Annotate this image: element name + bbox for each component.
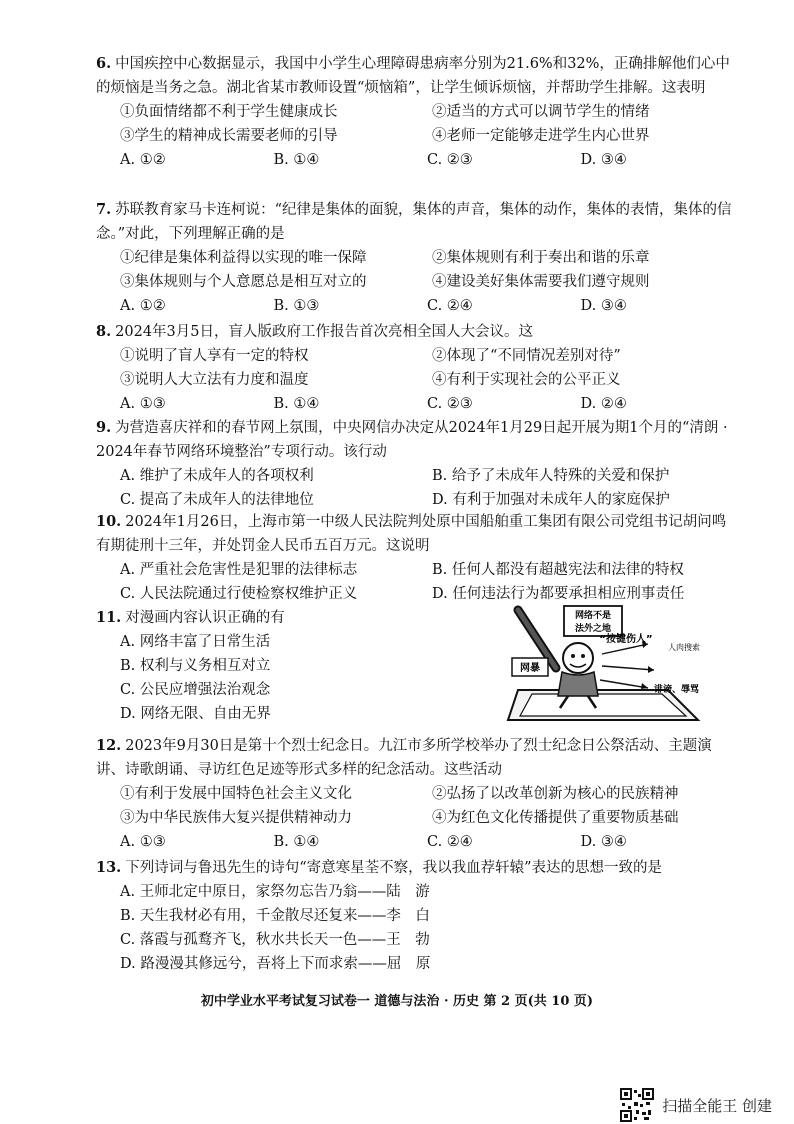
question-stem: 为营造喜庆祥和的春节网上氛围，中央网信办决定从2024年1月29日起开展为期1个月的“清朗 · 2024年春节网络环境整治”专项行动。该行动 <box>96 420 728 460</box>
statement-1: ①说明了盲人享有一定的特权 <box>120 348 309 364</box>
question-number: 11. <box>96 609 122 626</box>
choice-d: D. 路漫漫其修远兮，吾将上下而求索——屈 原 <box>120 956 431 972</box>
sign-text-1: 网络不是 <box>574 611 612 621</box>
question-stem: 中国疾控中心数据显示，我国中小学生心理障碍患病率分别为21.6%和32%，正确排解他们心中的烦恼是当务之急。湖北省某市教师设置“烦恼箱”，让学生倾诉烦恼，并帮助学生排解。这表明 <box>96 56 730 96</box>
choice-b: B. ①④ <box>273 152 320 168</box>
choice-b: B. 天生我材必有用，千金散尽还复来——李 白 <box>120 908 430 924</box>
question-10 <box>96 510 734 606</box>
statement-1: ①负面情绪都不利于学生健康成长 <box>120 104 338 120</box>
choice-b: B. ①③ <box>273 298 320 314</box>
choice-c: C. 公民应增强法治观念 <box>120 682 271 698</box>
statement-1: ①有利于发展中国特色社会主义文化 <box>120 786 352 802</box>
choice-d: D. ③④ <box>580 298 627 314</box>
choice-d: D. ③④ <box>580 834 627 850</box>
statement-3: ③集体规则与个人意愿总是相互对立的 <box>120 274 367 290</box>
statement-2: ②弘扬了以改革创新为核心的民族精神 <box>432 786 679 802</box>
question-6 <box>96 52 734 172</box>
statement-3: ③为中华民族伟大复兴提供精神动力 <box>120 810 352 826</box>
choice-c: C. ②③ <box>427 396 473 412</box>
question-13 <box>96 856 734 976</box>
question-number: 9. <box>96 419 112 436</box>
statement-2: ②适当的方式可以调节学生的情绪 <box>432 104 650 120</box>
choice-a: A. ①③ <box>120 396 166 412</box>
question-7 <box>96 198 734 318</box>
choice-a: A. 维护了未成年人的各项权利 <box>120 468 314 484</box>
question-8 <box>96 320 734 416</box>
question-stem: 对漫画内容认识正确的有 <box>125 610 285 626</box>
question-number: 10. <box>96 513 122 530</box>
choice-a: A. ①② <box>120 298 166 314</box>
choice-c: C. ②③ <box>427 152 473 168</box>
statement-4: ④建设美好集体需要我们遵守规则 <box>432 274 650 290</box>
choice-d: D. ②④ <box>580 396 627 412</box>
choice-c: C. ②④ <box>427 298 473 314</box>
question-stem: 2024年3月5日，盲人版政府工作报告首次亮相全国人大会议。这 <box>115 324 533 340</box>
choice-a: A. 严重社会危害性是犯罪的法律标志 <box>120 562 358 578</box>
statement-4: ④有利于实现社会的公平正义 <box>432 372 621 388</box>
label-cyberbully: 网暴 <box>520 663 540 674</box>
question-number: 6. <box>96 55 112 72</box>
question-11 <box>96 606 494 726</box>
statement-3: ③学生的精神成长需要老师的引导 <box>120 128 338 144</box>
scanner-watermark <box>620 1088 772 1122</box>
question-number: 8. <box>96 323 112 340</box>
statement-4: ④老师一定能够走进学生内心世界 <box>432 128 650 144</box>
choice-d: D. 网络无限、自由无界 <box>120 706 271 722</box>
choice-b: B. 任何人都没有超越宪法和法律的特权 <box>432 562 684 578</box>
choice-d: D. ③④ <box>580 152 627 168</box>
question-stem: 下列诗词与鲁迅先生的诗句“寄意寒星荃不察，我以我血荐轩辕”表达的思想一致的是 <box>125 860 663 876</box>
statement-2: ②集体规则有利于奏出和谐的乐章 <box>432 250 650 266</box>
cartoon-illustration <box>498 604 718 726</box>
choice-b: B. 给予了未成年人特殊的关爱和保护 <box>432 468 670 484</box>
choice-c: C. 落霞与孤鹜齐飞，秋水共长天一色——王 勃 <box>120 932 430 948</box>
label-key-hurt: “按键伤人” <box>599 634 653 645</box>
qr-code-icon <box>620 1088 654 1122</box>
question-stem: 2024年1月26日，上海市第一中级人民法院判处原中国船舶重工集团有限公司党组书记胡问鸣有期徒刑十三年，并处罚金人民币五百万元。这说明 <box>96 514 727 554</box>
choice-c: C. ②④ <box>427 834 473 850</box>
watermark-text: 扫描全能王 创建 <box>662 1096 772 1115</box>
question-9 <box>96 416 734 512</box>
choice-b: B. 权利与义务相互对立 <box>120 658 271 674</box>
sign-text-2: 法外之地 <box>574 624 612 634</box>
page-footer: 初中学业水平考试复习试卷一 道德与法治 · 历史 第 2 页(共 10 页) <box>200 994 594 1009</box>
choice-c: C. 提高了未成年人的法律地位 <box>120 492 314 508</box>
question-stem: 苏联教育家马卡连柯说：“纪律是集体的面貌，集体的声音，集体的动作，集体的表情，集体的信念。”对此，下列理解正确的是 <box>96 202 732 242</box>
question-number: 7. <box>96 201 112 218</box>
statement-3: ③说明人大立法有力度和温度 <box>120 372 309 388</box>
choice-a: A. 王师北定中原日，家祭勿忘告乃翁——陆 游 <box>120 884 430 900</box>
question-stem: 2023年9月30日是第十个烈士纪念日。九江市多所学校举办了烈士纪念日公祭活动、主题演讲、诗歌朗诵、寻访红色足迹等形式多样的纪念活动。这些活动 <box>96 738 712 778</box>
question-12 <box>96 734 734 854</box>
choice-b: B. ①④ <box>273 396 320 412</box>
figure-head <box>563 643 593 673</box>
question-number: 12. <box>96 737 122 754</box>
label-doxxing: 人肉搜索 <box>668 643 700 652</box>
choice-d: D. 任何违法行为都要承担相应刑事责任 <box>432 586 685 602</box>
choice-d: D. 有利于加强对未成年人的家庭保护 <box>432 492 670 508</box>
choice-a: A. ①③ <box>120 834 166 850</box>
choice-a: A. ①② <box>120 152 166 168</box>
choice-c: C. 人民法院通过行使检察权维护正义 <box>120 586 358 602</box>
statement-2: ②体现了“不同情况差别对待” <box>432 348 621 364</box>
question-number: 13. <box>96 859 122 876</box>
statement-1: ①纪律是集体利益得以实现的唯一保障 <box>120 250 367 266</box>
label-slander: 诽谤、辱骂 <box>654 685 700 695</box>
choice-b: B. ①④ <box>273 834 320 850</box>
statement-4: ④为红色文化传播提供了重要物质基础 <box>432 810 679 826</box>
choice-a: A. 网络丰富了日常生活 <box>120 634 271 650</box>
